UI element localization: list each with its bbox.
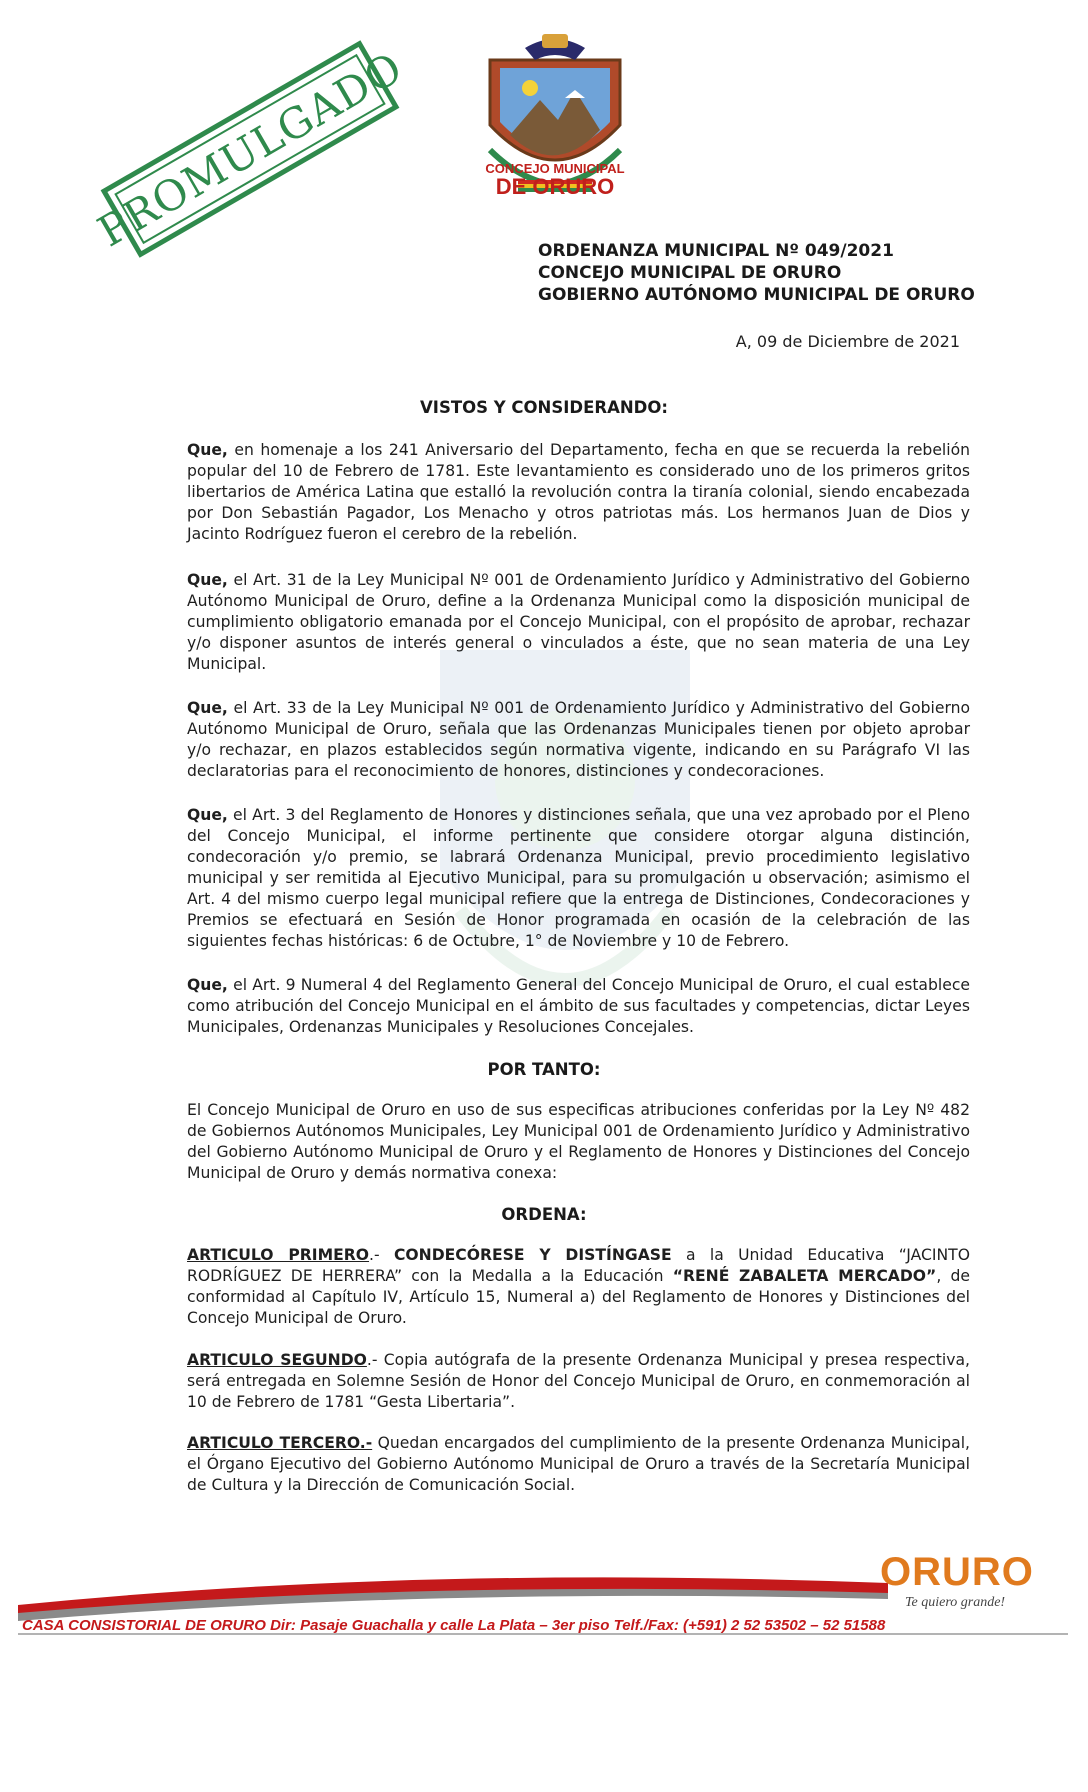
section-ordena-title: ORDENA: [501, 1205, 587, 1224]
considerando-text: el Art. 9 Numeral 4 del Reglamento General del Concejo Municipal de Oruro, el cual establece como atribución del Concejo Municipal en el ámbito de sus facultades y competencias, dictar Leyes Municipales, Ordenanzas Municipales y Resoluciones Concejales. [187, 976, 970, 1036]
articulo-text: Copia autógrafa de la presente Ordenanza Municipal y presea respectiva, será entregada en Solemne Sesión de Honor del Concejo Municipal de Oruro, en conmemoración al 10 de Febrero de 1781 “Gesta Libertaria”. [187, 1351, 970, 1411]
considerando-text: en homenaje a los 241 Aniversario del Departamento, fecha en que se recuerda la rebelión popular del 10 de Febrero de 1781. Este levantamiento es considerado uno de los primeros gritos libertarios de América Latina que estalló la revolución contra la tiranía colonial, siendo encabezada por Don Sebastián Pagador, Los Menacho y otros patriotas más. Los hermanos Juan de Dios y Jacinto Rodríguez fueron el cerebro de la rebelión. [187, 441, 970, 543]
oruro-logo: ORURO [880, 1550, 1034, 1594]
crest-line2: DE ORURO [495, 174, 615, 199]
considerando-text: el Art. 3 del Reglamento de Honores y distinciones señala, que una vez aprobado por el Pleno del Concejo Municipal, el informe pertinente que considere otorgar alguna distinción, condecoración y/o premio, se labrará Ordenanza Municipal, previo procedimiento legislativo municipal y ser remitida al Ejecutivo Municipal, para su promulgación u observación; asimismo el Art. 4 del mismo cuerpo legal municipal refiere que la entrega de Distinciones, Condecoraciones y Premios se efectuará en Sesión de Honor programada en ocasión de la celebración de las siguientes fechas históricas: 6 de Octubre, 1° de Noviembre y 10 de Febrero. [187, 806, 970, 950]
header-line3: GOBIERNO AUTÓNOMO MUNICIPAL DE ORURO [538, 285, 975, 305]
considerando-lead: Que, [187, 806, 228, 824]
header-line1: ORDENANZA MUNICIPAL Nº 049/2021 [538, 241, 894, 261]
section-portanto-title: POR TANTO: [487, 1060, 601, 1079]
considerando-4 [187, 805, 970, 952]
considerando-text: el Art. 31 de la Ley Municipal Nº 001 de Ordenamiento Jurídico y Administrativo del Gobierno Autónomo Municipal de Oruro, define a la Ordenanza Municipal como la disposición municipal de cumplimiento obligatorio emanada por el Concejo Municipal, con el propósito de aprobar, rechazar y/o disponer asuntos de interés general o vinculados a éste, que no sean materia de una Ley Municipal. [187, 571, 970, 673]
considerando-1 [187, 440, 970, 545]
medal-name: “RENÉ ZABALETA MERCADO” [672, 1267, 937, 1285]
header-line2: CONCEJO MUNICIPAL DE ORURO [538, 263, 842, 283]
articulo-heading: ARTICULO SEGUNDO [187, 1351, 367, 1369]
portanto-paragraph: El Concejo Municipal de Oruro en uso de sus especificas atribuciones conferidas por la Ley Nº 482 de Gobiernos Autónomos Municipales, Ley Municipal 001 de Ordenamiento Jurídico y Administrativo del Gobierno Autónomo Municipal de Oruro y el Reglamento de Honores y Distinciones del Concejo Municipal de Oruro y demás normativa conexa: [187, 1101, 970, 1182]
articulo-segundo [187, 1350, 970, 1413]
considerando-3 [187, 698, 970, 782]
crest-line1: CONCEJO MUNICIPAL [485, 161, 625, 176]
considerando-lead: Que, [187, 571, 228, 589]
stamp-text: PROMULGADO [89, 42, 411, 256]
articulo-sep: .- [366, 1351, 384, 1369]
articulo-bold: CONDECÓRESE Y DISTÍNGASE [393, 1246, 672, 1264]
considerando-lead: Que, [187, 976, 228, 994]
articulo-text: Quedan encargados del cumplimiento de la presente Ordenanza Municipal, el Órgano Ejecutivo del Gobierno Autónomo Municipal de Oruro a través de la Secretaría Municipal de Cultura y la Dirección de Comunicación Social. [187, 1434, 970, 1494]
articulo-heading: ARTICULO TERCERO.- [187, 1434, 373, 1452]
articulo-tercero [187, 1433, 970, 1496]
promulgado-stamp [89, 40, 411, 258]
articulo-heading: ARTICULO PRIMERO [187, 1246, 370, 1264]
articulo-primero [187, 1245, 970, 1329]
crest-title [455, 162, 655, 198]
articulo-text: a la Unidad Educativa “JACINTO RODRÍGUEZ DE HERRERA” con la Medalla a la Educación [187, 1246, 970, 1285]
considerando-5 [187, 975, 970, 1038]
articulo-text: , de conformidad al Capítulo IV, Artículo 15, Numeral a) del Reglamento de Honores y Distinciones del Concejo Municipal de Oruro. [187, 1267, 970, 1327]
ordinance-header [538, 240, 975, 306]
considerando-lead: Que, [187, 699, 228, 717]
section-vistos-title: VISTOS Y CONSIDERANDO: [420, 398, 668, 417]
considerando-lead: Que, [187, 441, 228, 459]
oruro-slogan: Te quiero grande! [905, 1595, 1006, 1610]
considerando-text: el Art. 33 de la Ley Municipal Nº 001 de Ordenamiento Jurídico y Administrativo del Gobierno Autónomo Municipal de Oruro, señala que las Ordenanzas Municipales tienen por objeto aprobar y/o rechazar, en plazos establecidos según normativa vigente, indicando en su Parágrafo VI las declaratorias para el reconocimiento de honores, distinciones y condecoraciones. [187, 699, 970, 780]
footer-address: CASA CONSISTORIAL DE ORURO Dir: Pasaje Guachalla y calle La Plata – 3er piso Telf./Fax: (+591) 2 52 53502 – 52 51588 [22, 1617, 886, 1634]
considerando-2 [187, 570, 970, 675]
document-date: A, 09 de Diciembre de 2021 [735, 332, 960, 351]
articulo-sep: .- [369, 1246, 394, 1264]
